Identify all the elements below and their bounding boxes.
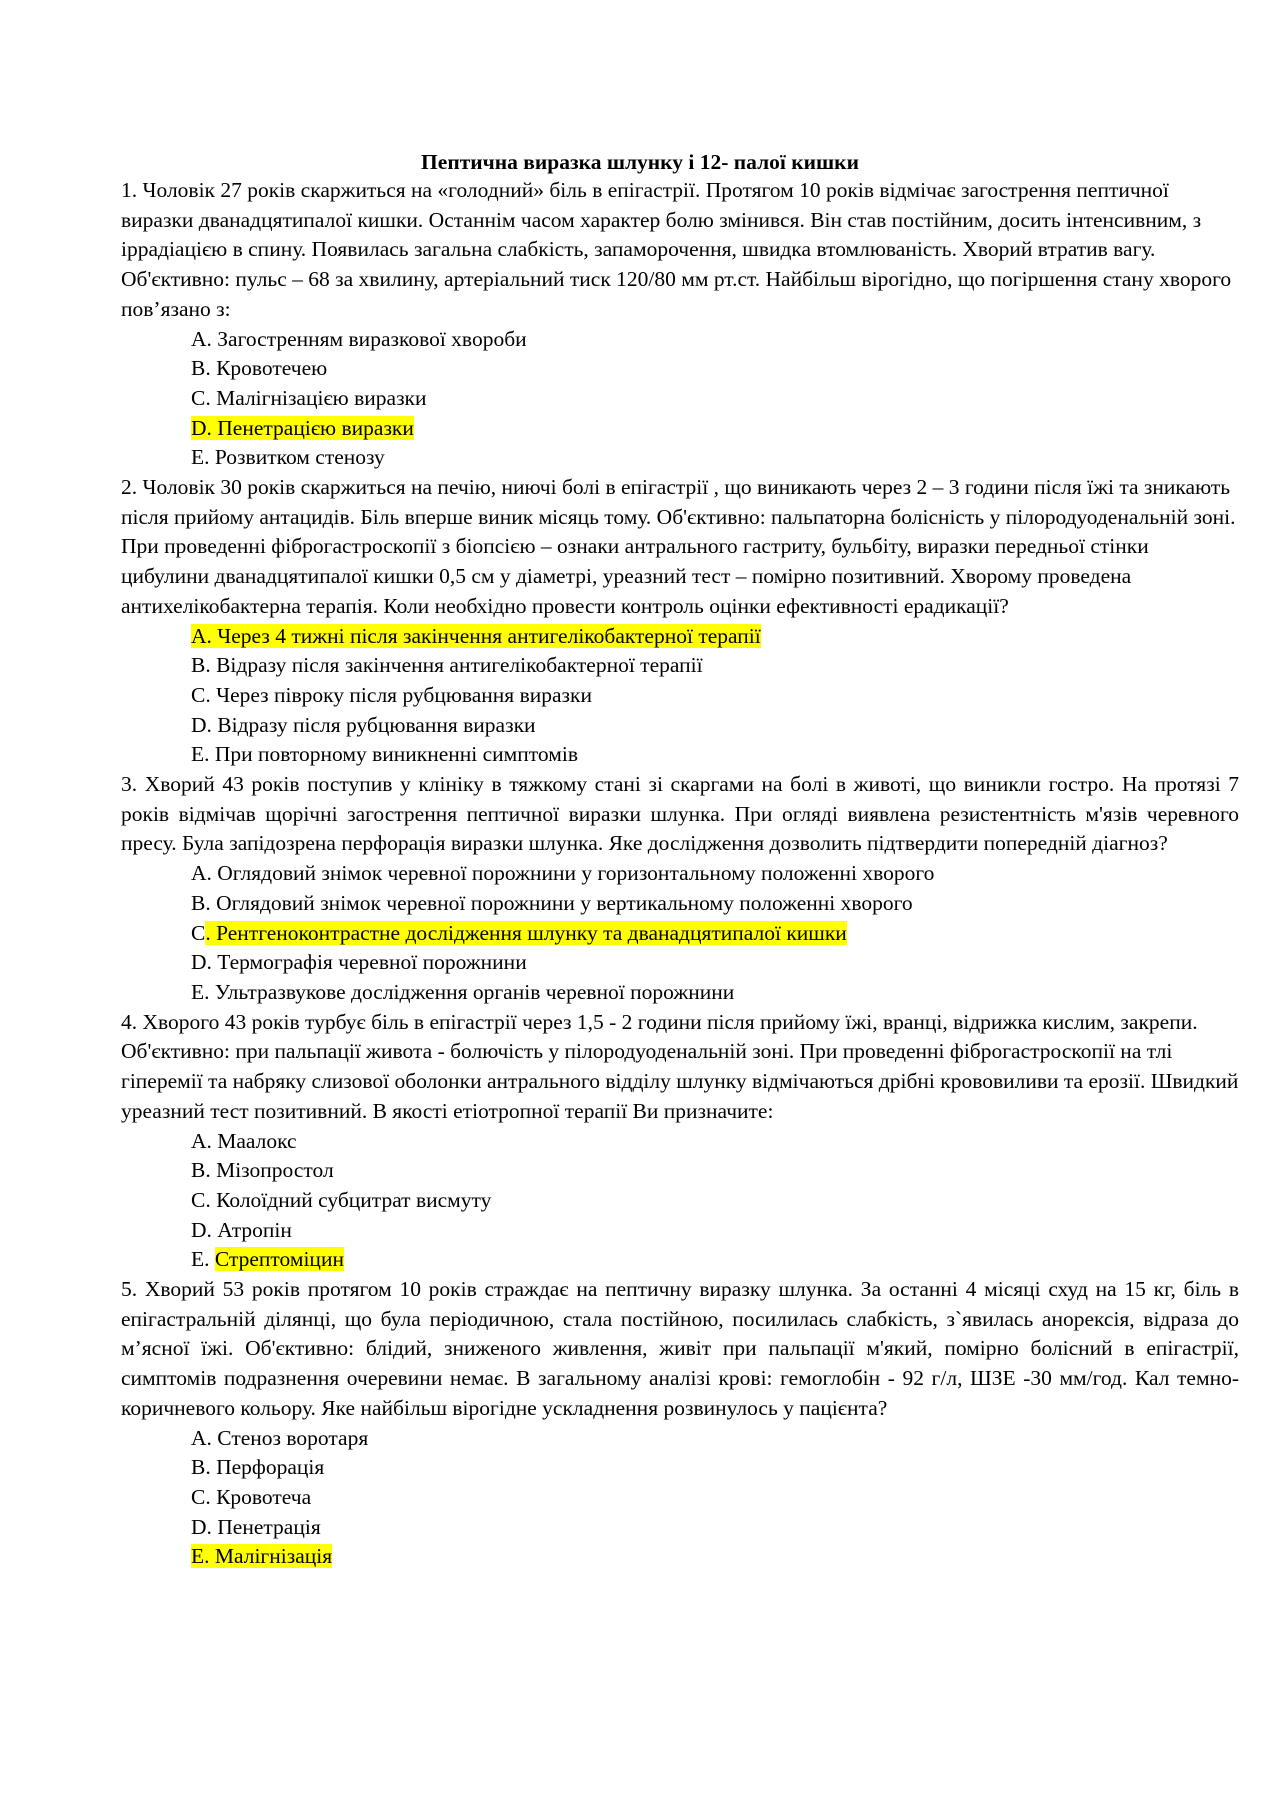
answer-options <box>121 325 1239 474</box>
option-text: C. Малігнізацією виразки <box>191 385 427 410</box>
answer-option <box>191 740 1239 770</box>
answer-option <box>191 1156 1239 1186</box>
document-title: Пептична виразка шлунку і 12- палої кишки <box>421 150 859 174</box>
highlighted-answer-text: D. Пенетрацією виразки <box>191 415 414 440</box>
answer-option-correct <box>191 622 1239 652</box>
question-block <box>121 176 1239 473</box>
highlighted-answer-text: . Рентгеноконтрастне дослідження шлунку та дванадцятипалої кишки <box>205 920 847 945</box>
answer-options <box>121 1424 1239 1573</box>
answer-option <box>191 859 1239 889</box>
question-block <box>121 473 1239 770</box>
option-prefix: E. <box>191 1247 215 1272</box>
answer-options <box>121 622 1239 771</box>
answer-option <box>191 681 1239 711</box>
answer-option <box>191 325 1239 355</box>
answer-option-correct <box>191 919 1239 949</box>
option-text: A. Загостренням виразкової хвороби <box>191 326 527 351</box>
answer-option <box>191 1483 1239 1513</box>
option-text: C. Через півроку після рубцювання виразки <box>191 682 592 707</box>
option-prefix: C <box>191 920 206 945</box>
question-text: 4. Хворого 43 років турбує біль в епігастрії через 1,5 - 2 години після прийому їжі, вранці, відрижка кислим, закрепи. Об'єктивно: при пальпації живота - болючість у пілородуоденальній зоні. При проведенні фіброгастроскопії на тлі гіперемії та набряку слизової оболонки антрального відділу шлунку відмічаються дрібні крововиливи та ерозії. Швидкий уреазний тест позитивний. В якості етіотропної терапії Ви призначите: <box>121 1009 1239 1123</box>
option-text: B. Оглядовий знімок черевної порожнини у вертикальному положенні хворого <box>191 890 913 915</box>
answer-option <box>191 711 1239 741</box>
answer-option <box>191 1513 1239 1543</box>
question-text: 3. Хворий 43 років поступив у клініку в тяжкому стані зі скаргами на болі в животі, що виникли гостро. На протязі 7 років відмічав щорічні загострення пептичної виразки шлунка. При огляді виявлена резистентність м'язів черевного пресу. Була запідозрена перфорація виразки шлунка. Яке дослідження дозволить підтвердити попередній діагноз? <box>121 772 1239 856</box>
option-text: D. Пенетрація <box>191 1514 321 1539</box>
question-text: 1. Чоловік 27 років скаржиться на «голодний» біль в епігастрії. Протягом 10 років відмічає загострення пептичної виразки дванадцятипалої кишки. Останнім часом характер болю змінився. Він став постійним, досить інтенсивним, з іррадіацією в спину. Появилась загальна слабкість, запаморочення, швидка втомлюваність. Хворий втратив вагу. Об'єктивно: пульс – 68 за хвилину, артеріальний тиск 120/80 мм рт.ст. Найбільш вірогідно, що погіршення стану хворого пов’язано з: <box>121 178 1232 321</box>
highlighted-answer-text: E. Малігнізація <box>191 1544 333 1569</box>
answer-option <box>191 443 1239 473</box>
answer-option-correct <box>191 414 1239 444</box>
option-text: B. Мізопростол <box>191 1158 334 1183</box>
option-text: C. Колоїдний субцитрат висмуту <box>191 1187 492 1212</box>
option-text: A. Стеноз воротаря <box>191 1425 369 1450</box>
option-text: A. Маалокс <box>191 1128 297 1153</box>
answer-option-correct <box>191 1542 1239 1572</box>
answer-option <box>191 354 1239 384</box>
answer-option <box>191 1424 1239 1454</box>
option-text: B. Відразу після закінчення антигелікобактерної терапії <box>191 653 703 678</box>
option-text: B. Перфорація <box>191 1455 325 1480</box>
answer-option <box>191 651 1239 681</box>
option-text: C. Кровотеча <box>191 1484 312 1509</box>
option-text: E. Розвитком стенозу <box>191 445 385 470</box>
questions-list <box>121 176 1239 1572</box>
answer-options <box>121 1127 1239 1276</box>
option-text: E. При повторному виникненні симптомів <box>191 742 578 767</box>
option-text: D. Термографія черевної порожнини <box>191 950 527 975</box>
highlighted-answer-text: Стрептоміцин <box>214 1247 344 1272</box>
answer-option <box>191 1127 1239 1157</box>
answer-option <box>191 948 1239 978</box>
option-text: B. Кровотечею <box>191 356 328 381</box>
answer-option <box>191 889 1239 919</box>
answer-option <box>191 978 1239 1008</box>
answer-options <box>121 859 1239 1008</box>
question-block <box>121 1275 1239 1572</box>
highlighted-answer-text: A. Через 4 тижні після закінчення антигелікобактерної терапії <box>191 623 761 648</box>
question-block <box>121 1008 1239 1275</box>
question-text: 2. Чоловік 30 років скаржиться на печію, ниючі болі в епігастрії , що виникають через 2 – 3 години після їжі та зникають після прийому антацидів. Біль вперше виник місяць тому. Об'єктивно: пальпаторна болісність у пілородуоденальній зоні. При проведенні фіброгастроскопії з біопсією – ознаки антрального гастриту, бульбіту, виразки передньої стінки цибулини дванадцятипалої кишки 0,5 см у діаметрі, уреазний тест – помірно позитивний. Хворому проведена антихелікобактерна терапія. Коли необхідно провести контроль оцінки ефективності ерадикації? <box>121 475 1236 618</box>
answer-option <box>191 384 1239 414</box>
question-text: 5. Хворий 53 років протягом 10 років страждає на пептичну виразку шлунка. За останні 4 місяці схуд на 15 кг, біль в епігастральній ділянці, що була періодичною, стала постійною, посилилась слабкість, з`явилась анорексія, відраза до м’ясної їжі. Об'єктивно: блідий, зниженого живлення, живіт при пальпації м'який, помірно болісний в епігастрії, симптомів подразнення очеревини немає. В загальному аналізі крові: гемоглобін - 92 г/л, ШЗЕ -30 мм/год. Кал темно-коричневого кольору. Яке найбільш вірогідне ускладнення розвинулось у пацієнта? <box>121 1277 1239 1420</box>
option-text: A. Оглядовий знімок черевної порожнини у горизонтальному положенні хворого <box>191 861 935 886</box>
option-text: E. Ультразвукове дослідження органів черевної порожнини <box>191 979 735 1004</box>
question-block <box>121 770 1239 1008</box>
answer-option <box>191 1453 1239 1483</box>
option-text: D. Атропін <box>191 1217 292 1242</box>
option-text: D. Відразу після рубцювання виразки <box>191 712 536 737</box>
answer-option-correct <box>191 1245 1239 1275</box>
answer-option <box>191 1216 1239 1246</box>
answer-option <box>191 1186 1239 1216</box>
